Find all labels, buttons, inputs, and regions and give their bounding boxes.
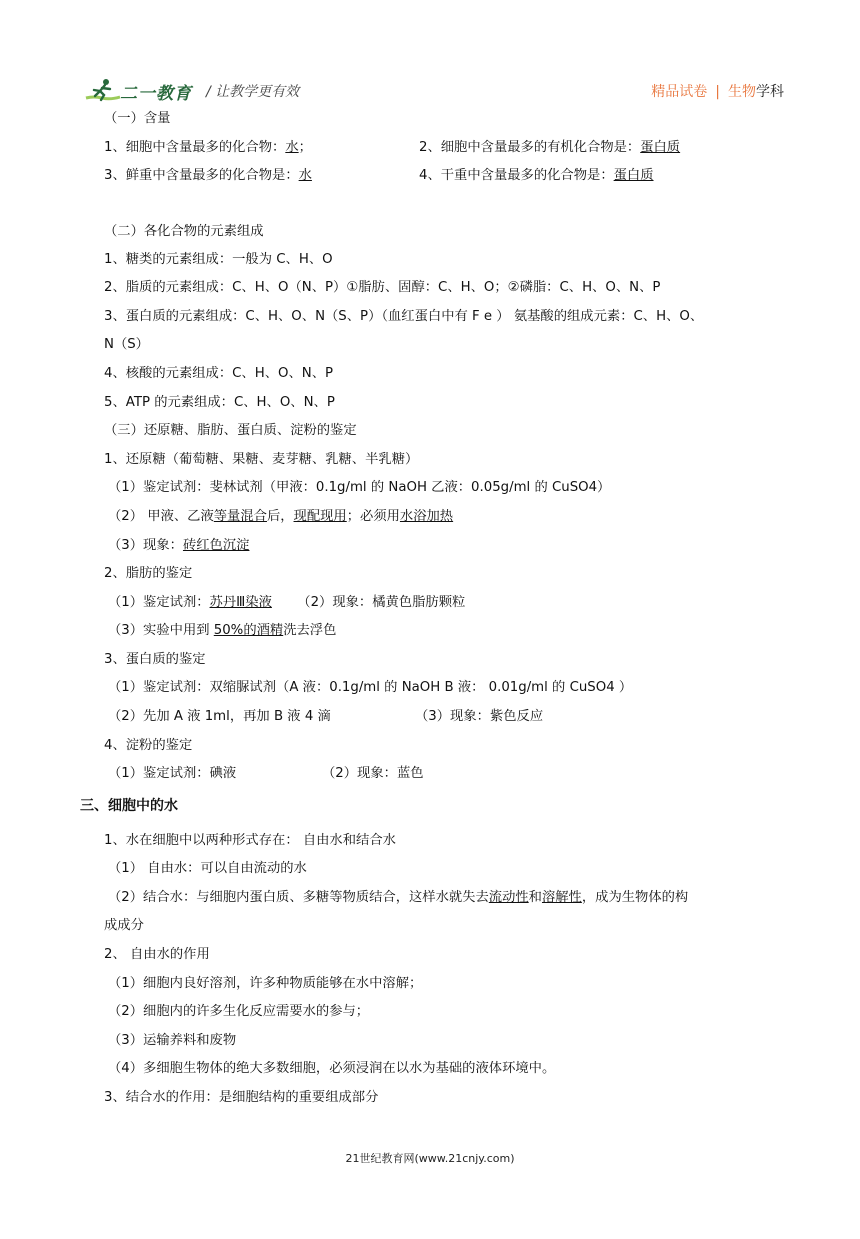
section-heading: （二）各化合物的元素组成 — [104, 224, 264, 239]
answer-underline: 蛋白质 — [613, 168, 654, 183]
text-line: 2、脂质的元素组成：C、H、O（N、P）①脂肪、固醇：C、H、O；②磷脂：C、H、O、N、P — [104, 280, 661, 295]
text-line: 1、糖类的元素组成：一般为 C、H、O — [104, 252, 333, 267]
text-line: 2、脂肪的鉴定 — [104, 566, 193, 581]
text-line: 4、核酸的元素组成：C、H、O、N、P — [104, 366, 334, 381]
page-footer: 21世纪教育网(www.21cnjy.com) — [345, 1152, 515, 1165]
header-slogan: / 让教学更有效 — [206, 84, 300, 100]
text-line: 3、蛋白质的鉴定 — [104, 652, 206, 667]
answer-underline: 溶解性 — [541, 890, 582, 905]
answer-underline: 等量混合 — [213, 509, 267, 524]
page-header — [84, 78, 784, 102]
answer-underline: 水 — [285, 140, 299, 155]
text-line: （4）多细胞生物体的绝大多数细胞，必须浸润在以水为基础的液体环境中。 — [108, 1061, 556, 1076]
text-line: 1、细胞中含量最多的化合物：水； — [104, 140, 312, 155]
text-line: （3）现象：紫色反应 — [415, 709, 544, 724]
brand-label: 精品试卷 — [651, 84, 708, 100]
answer-underline: 砖红色沉淀 — [182, 538, 250, 553]
text-line: （1）鉴定试剂：双缩脲试剂（A 液：0.1g/ml 的 NaOH B 液： 0.01g/ml 的 CuSO4 ） — [108, 680, 633, 695]
brand-subject: 生物 — [728, 84, 756, 100]
text-line: （1）鉴定试剂：斐林试剂（甲液：0.1g/ml 的 NaOH 乙液：0.05g/ml 的 CuSO4） — [108, 480, 611, 495]
text-line: 1、水在细胞中以两种形式存在： 自由水和结合水 — [104, 833, 396, 848]
text-line: （3）运输养料和废物 — [108, 1033, 237, 1048]
text-line: （1） 自由水：可以自由流动的水 — [108, 861, 307, 876]
section-heading: （三）还原糖、脂肪、蛋白质、淀粉的鉴定 — [104, 423, 357, 438]
text-line: 3、蛋白质的元素组成：C、H、O、N（S、P）（血红蛋白中有 F e ） 氨基酸的组成元素：C、H、O、 — [104, 309, 704, 324]
logo-text: 二一教育 — [120, 84, 192, 104]
answer-underline: 50%的酒精 — [213, 623, 284, 638]
text-line: N（S） — [104, 337, 149, 352]
text-line: 3、结合水的作用：是细胞结构的重要组成部分 — [104, 1090, 379, 1105]
answer-underline: 苏丹Ⅲ染液 — [209, 595, 272, 610]
text-line: （2）细胞内的许多生化反应需要水的参与； — [108, 1004, 370, 1019]
text-line: （2）现象：蓝色 — [322, 766, 424, 781]
text-line: 成成分 — [104, 918, 144, 933]
text-line: 3、鲜重中含量最多的化合物是：水 — [104, 166, 318, 186]
text-line: （2） 甲液、乙液等量混合后，现配现用；必须用水浴加热 — [108, 509, 454, 524]
answer-underline: 水 — [298, 168, 312, 183]
answer-underline: 现配现用 — [293, 509, 347, 524]
text-line: （2）结合水：与细胞内蛋白质、多糖等物质结合，这样水就失去流动性和溶解性，成为生物体的构 — [108, 890, 689, 905]
text-line: （3）现象：砖红色沉淀 — [108, 538, 250, 553]
text-line: 1、还原糖（葡萄糖、果糖、麦芽糖、乳糖、半乳糖） — [104, 452, 419, 467]
text-line: 2、细胞中含量最多的有机化合物是：蛋白质 — [419, 140, 681, 155]
chapter-heading: 三、细胞中的水 — [80, 798, 178, 814]
text-line: 5、ATP 的元素组成：C、H、O、N、P — [104, 395, 335, 410]
text-line: 2、 自由水的作用 — [104, 947, 210, 962]
brand-suffix: 学科 — [756, 84, 784, 100]
text-line: （3）实验中用到 50%的酒精洗去浮色 — [108, 623, 337, 638]
brand-separator: | — [715, 84, 720, 100]
runner-logo-icon — [84, 78, 122, 102]
text-line: （1）鉴定试剂：苏丹Ⅲ染液 （2）现象：橘黄色脂肪颗粒 — [108, 595, 466, 610]
text-line: （1）鉴定试剂：碘液 — [108, 766, 237, 781]
header-brand — [651, 81, 784, 101]
answer-underline: 流动性 — [488, 890, 529, 905]
answer-underline: 蛋白质 — [640, 140, 681, 155]
text-line: （2）先加 A 液 1ml，再加 B 液 4 滴 — [108, 709, 331, 724]
section-heading: （一）含量 — [104, 111, 171, 126]
answer-underline: 水浴加热 — [399, 509, 454, 524]
text-line: （1）细胞内良好溶剂，许多种物质能够在水中溶解； — [108, 976, 423, 991]
text-line: 4、淀粉的鉴定 — [104, 738, 193, 753]
text-line: 4、干重中含量最多的化合物是：蛋白质 — [419, 168, 654, 183]
